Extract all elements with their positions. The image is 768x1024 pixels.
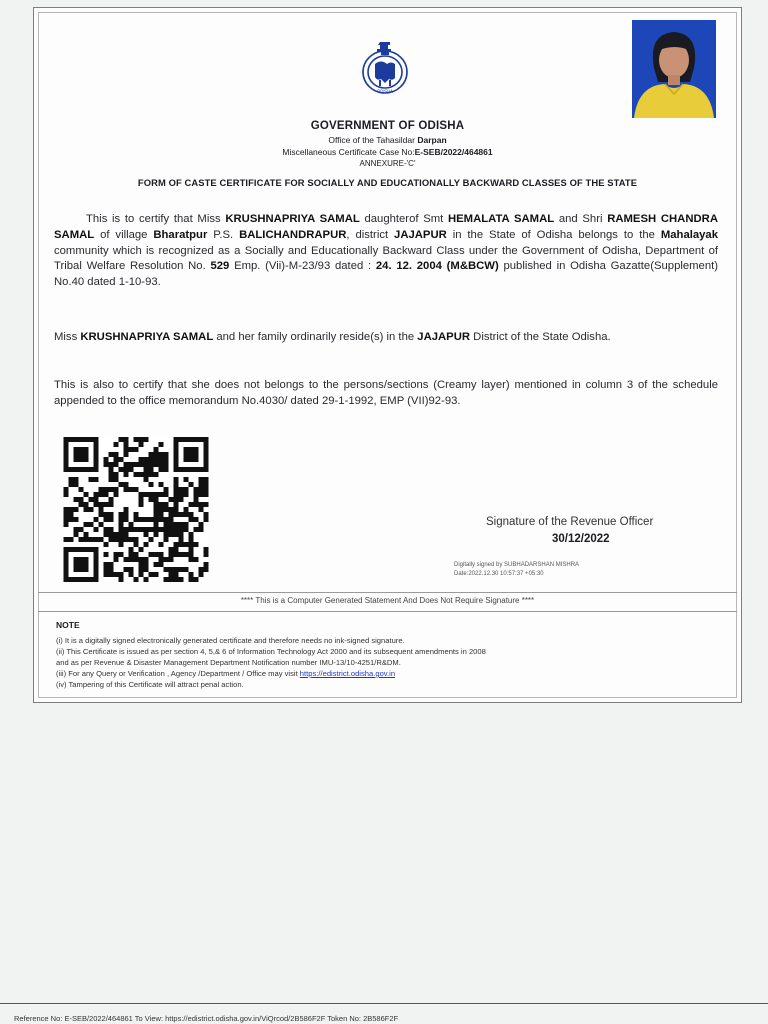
note-section [38,612,737,698]
note-item: (iv) Tampering of this Certificate will attract penal action. [56,680,244,689]
note-item: (iii) For any Query or Verification , Agency /Department / Office may visit https://edistrict.odisha.gov.in [56,669,396,678]
statement-box [38,592,737,612]
certificate-paragraph-1: This is to certify that Miss KRUSHNAPRIYA SAMAL daughterof Smt HEMALATA SAMAL and Shri RAMESH CHANDRA SAMAL of village Bharatpur P.S. BALICHANDRAPUR, district JAJAPUR in the State of Odisha belongs to the Mahalayak community which is recognized as a Socially and Educationally Backward Class under the Government of Odisha, Department of Tribal Welfare Resolution No. 529 Emp. (Vii)-M-23/93 dated : 24. 12. 2004 (M&BCW) published in Odisha Gazatte(Supplement) No.40 dated 1-10-93. [54,213,719,289]
computer-generated-statement: **** This is a Computer Generated Statement And Does Not Require Signature **** [240,596,535,605]
form-title: FORM OF CASTE CERTIFICATE FOR SOCIALLY AND EDUCATIONALLY BACKWARD CLASSES OF THE STATE [137,177,638,188]
case-number: E-SEB/2022/464861 [414,147,493,157]
signature-date: 30/12/2022 [552,533,610,545]
note-title: NOTE [56,620,80,630]
office-line [34,135,741,145]
father-name: RAMESH CHANDRA SAMAL [54,213,718,241]
digital-signature-date: Date:2022.12.30 10:57:37 +05:30 [454,571,544,577]
footer-reference: Reference No: E-SEB/2022/464861 To View: https://edistrict.odisha.gov.in/ViQrcod/2B586F2F Token No: 2B586F2F [14,1014,399,1023]
note-item: (i) It is a digitally signed electronically generated certificate and therefore needs no ink-signed signature. [56,636,405,645]
digital-signature-signer: Digitally signed by SUBHADARSHAN MISHRA [454,562,580,568]
applicant-name-2: KRUSHNAPRIYA SAMAL [80,331,214,343]
note-item: and as per Revenue & Disaster Management Department Notification number IMU-13/10-4251/R&DM. [56,658,401,667]
signature-label: Signature of the Revenue Officer [486,516,654,528]
case-prefix: Miscellaneous Certificate Case No: [282,147,415,157]
office-name: Darpan [417,135,447,145]
annexure-label: ANNEXURE-'C' [359,159,416,168]
resolution-number: 529 [210,260,230,273]
certificate-paragraph-2: Miss KRUSHNAPRIYA SAMAL and her family ordinarily reside(s) in the JAJAPUR District of the State Odisha. [54,331,611,343]
applicant-name: KRUSHNAPRIYA SAMAL [225,213,360,225]
village-name: Bharatpur [153,228,208,241]
police-station: BALICHANDRAPUR [239,228,347,241]
case-line [34,147,741,157]
government-heading: GOVERNMENT OF ODISHA [310,120,465,132]
certificate-paragraph-3: This is also to certify that she does not belongs to the persons/sections (Creamy layer) mentioned in column 3 of the schedule appended to the office memorandum No.4030/ dated 29-1-1992, EMP (VII)92-93. [54,379,718,407]
digital-signature [454,561,579,579]
note-item: (ii) This Certificate is issued as per section 4, 5,& 6 of Information Technology Act 2000 and its subsequent amendments in 2008 [56,647,486,656]
svg-text:ODISHA: ODISHA [377,89,393,94]
community-name: Mahalayak [660,228,718,241]
qr-code-icon[interactable] [61,437,211,582]
office-prefix: Office of the Tahasildar [328,135,415,145]
district-name: JAJAPUR [394,228,447,241]
district-name-2: JAJAPUR [417,331,471,343]
applicant-photo [632,20,716,118]
resolution-date: 24. 12. 2004 (M&BCW) [375,260,499,273]
certificate-frame [33,7,742,703]
mother-name: HEMALATA SAMAL [447,213,555,225]
verification-link[interactable]: https://edistrict.odisha.gov.in [299,669,396,678]
footer-divider [0,1003,768,1004]
odisha-emblem-icon [357,38,413,98]
